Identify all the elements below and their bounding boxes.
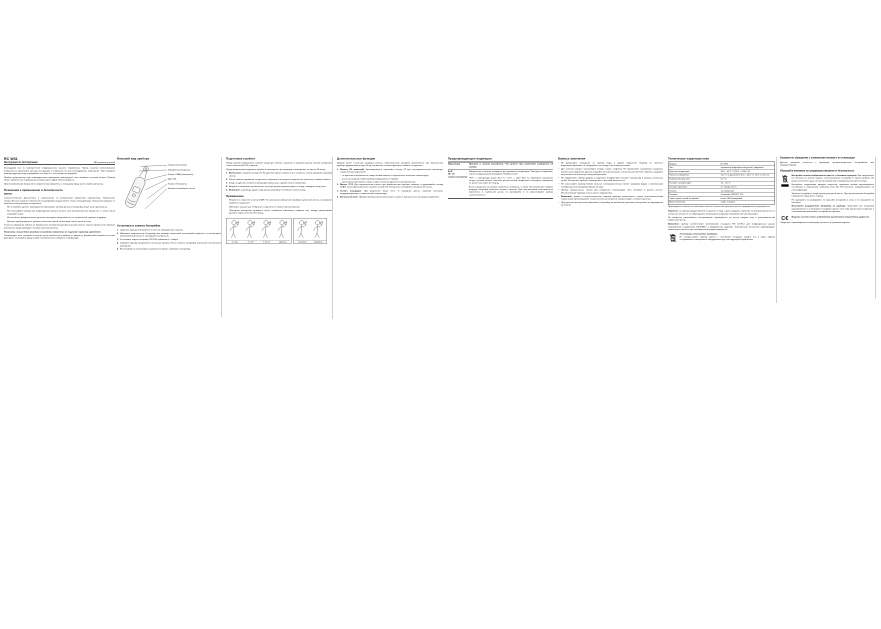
- list-marker: 1.: [336, 168, 339, 171]
- callout-label: Крышка батарейного отсека: [167, 187, 195, 190]
- manual-sheet: [0, 157, 881, 320]
- list-item-text: Прибор предназначен только для измерения температуры тела человека в ушном канале. Использование прибора в иных целях недопустимо.: [560, 188, 663, 194]
- list-item: [558, 183, 663, 188]
- list-item-text: Шкала °C/°F. Для переключения шкалы при выключенном приборе нажмите и удерживайте кнопку СКАН, затем дополнительно нажмите кнопку O/I. На дисплее отобразится выбранная шкала.: [339, 183, 443, 189]
- fold-line: [875, 157, 876, 298]
- callout-label: Защитный колпачок: [167, 163, 188, 167]
- weee-bin-icon: [669, 233, 677, 243]
- warning-indication-cell: [448, 170, 468, 199]
- spec-label: Модель:: [669, 162, 678, 165]
- list-item-text: Когда на дисплее появится мигающий символ уха, прибор готов к измерению.: [228, 181, 307, 184]
- list-item-text: Если прибор не используется длительное время, извлеките батарейку.: [119, 247, 191, 251]
- sub-list-item-text: после последней ячейки прибор возвращается к первой;: [341, 177, 399, 180]
- list-marker: –: [557, 201, 560, 204]
- sub-list-marker: –: [339, 180, 341, 183]
- paragraph: Не оставляйте детей с прибором без присмотра: мелкие детали и батарейка могут быть проглочены.: [6, 205, 108, 209]
- list-item-lead: Сигнал лихорадки.: [339, 189, 364, 192]
- callout-label: Кнопка O/I (память): [167, 182, 187, 185]
- icon-paragraph-lead: Батарейки нельзя выбрасывать вместе с бытовым мусором.: [791, 174, 858, 177]
- spec-label: Разрешение дисплея:: [669, 177, 691, 181]
- list-item-text: Внимание: ремонт и метрологическая поверка прибора выполняются только уполномоченными сервисными организациями. Самостоятельное вскрытие корпуса ведёт к потере гарантии.: [560, 195, 663, 201]
- paragraph: Точность измерения зависит от правильного положения датчика в ушном канале. Серная пробка или неверное положение зонда приводят к заниженным показаниям.: [3, 223, 115, 229]
- icon-text-title: Утилизация электронных приборов.: [679, 232, 718, 236]
- list-item: [558, 162, 663, 167]
- cause-paragraph: «HI» — температура выше 42,2 °C, «LO» — ниже 34,0 °C. Проверьте положение зонда в ушном канале, очистите датчик мягкой салфеткой и повторите измерение не ранее чем через 30 секунд.: [468, 176, 553, 185]
- paragraph: Сведения о производителе и импортёре указаны на упаковке изделия.: [779, 221, 851, 224]
- indication-code: HI / LO: [447, 172, 455, 176]
- section-heading: Технические характеристики: [667, 157, 710, 161]
- paragraph: Данные указания относятся к приборам, укомплектованным батарейками или аккумуляторами.: [779, 161, 874, 167]
- crossed-bin-icon: [781, 174, 788, 183]
- list-item-text: Извлеките разряженную батарейку при помощи небольшой пластиковой отвёртки; не используйте металлический пинцет и соблюдайте полярность.: [119, 232, 221, 238]
- person-measuring-icon: [227, 219, 242, 238]
- icon-text-block: [780, 174, 874, 214]
- usage-figure-strip: [226, 218, 332, 244]
- sub-list-marker: –: [339, 174, 341, 177]
- model-name: RC W31: [3, 157, 18, 161]
- section-heading: Показания к применению и безопасность: [3, 188, 64, 192]
- paragraph: ВАЖНО:: [3, 192, 13, 196]
- sub-list-item-text: на дисплее отображаются номер ячейки памяти и сохранённое значение температуры;: [341, 174, 429, 177]
- list-marker: 2.: [225, 178, 228, 181]
- figure-caption: 0–1 год: [227, 241, 242, 243]
- icon-text-title: Изделие соответствует требованиям применимых европейских директив.: [791, 216, 870, 219]
- weee-bin-icon: [668, 233, 678, 243]
- list-item-lead: Внимание:: [560, 195, 574, 198]
- section-heading: Обращайте внимание на следующие указания по безопасности.: [779, 169, 855, 172]
- list-marker: 3.: [116, 238, 119, 241]
- spec-label: Точность измерения:: [669, 174, 690, 177]
- list-item-text: Для очистки корпуса используйте мягкую сухую салфетку. Не применяйте абразивные средства, бензин и растворители. Датчик очищайте ватной палочкой, слегка смоченной 70% спиртом, и давайте ему полностью высохнуть перед измерением.: [560, 167, 663, 176]
- spec-value: 16 – 35 °C: [720, 181, 731, 185]
- list-marker: 1.: [225, 171, 228, 175]
- list-item-lead: Память (12 значений).: [339, 168, 366, 171]
- list-marker: –: [557, 188, 560, 192]
- spec-label: Автоотключение:: [669, 201, 686, 204]
- icon-text-paragraph: Батарейки нельзя выбрасывать вместе с бытовым мусором. Как потребитель вы обязаны по закону сдавать использованные батарейки в пункты приёма. Их можно бесплатно сдать по месту покупки или в коммунальные пункты сбора.: [791, 174, 874, 183]
- list-item-lead: Внимание:: [228, 188, 241, 191]
- list-item: [558, 195, 663, 200]
- list-item: [117, 229, 221, 232]
- panel-important-notes: [558, 157, 663, 207]
- list-item-text: Не допускайте попадания на прибор воды и других жидкостей. Прибор не является водонепроницаемым: не погружайте его в воду и чистящие растворы.: [560, 161, 663, 167]
- doc-subtitle: ИК-термометр ушной: [93, 161, 115, 164]
- list-item: [558, 177, 663, 182]
- list-item: [117, 248, 221, 251]
- figure-caption: положение: [295, 241, 310, 243]
- list-marker: 3.: [336, 189, 339, 192]
- list-item-text: Включение: нажмите кнопку O/I. На дисплее кратко появятся все сегменты, затем прозвучит короткий сигнал.: [228, 171, 332, 177]
- list-item: [117, 242, 221, 247]
- icon-text-paragraph: Извлекайте разряженные батарейки из прибора. Заменяйте все батарейки одновременно и используйте батарейки одного типа. При длительном перерыве в использовании извлекайте батарейки из прибора.: [791, 205, 874, 213]
- figure-panel: [275, 219, 290, 243]
- cause-paragraph: Если сообщение об ошибке появляется повторно, а также при появлении символа разряда батарейки замените элемент питания. При неустранимой неисправности обратитесь в сервисный центр; не разбирайте и не ремонтируйте прибор самостоятельно.: [468, 185, 553, 196]
- person-measuring-icon: [295, 219, 310, 238]
- spec-table: [668, 162, 775, 205]
- warning-table-row: [448, 170, 553, 199]
- sub-list-item-text: при заполнении памяти самое старое значение удаляется автоматически.: [341, 180, 416, 183]
- indication-code: ErrE: [447, 170, 453, 173]
- icon-text-paragraph: Батарейки, содержащие вредные вещества, помечены знаком перечёркнутого контейнера и химическим символом (Cd, Hg, Pb) металла, определяющего их классификацию.: [791, 183, 874, 192]
- indication-code: символ батарейки: [447, 175, 468, 178]
- paragraph: Внимание: прибор соответствует требованиям стандарта EN 12470-5 для инфракрасных ушных термометров и директивы 93/42/EEC о медицинских изделиях. Клинические испытания подтверждают заявленную точность при соблюдении методики измерения.: [667, 222, 775, 231]
- list-marker: 4.: [225, 185, 228, 188]
- figure-panel: [243, 219, 258, 243]
- figure-caption: измерение: [311, 241, 326, 243]
- list-item: [226, 182, 332, 185]
- paragraph: Самостоятельная диагностика и самолечение по результатам измерений недопустимы. Назначение лекарственных средств и изменение их дозировки осуществляет только лечащий врач. Показания прибора не заменяют консультацию специалиста.: [3, 196, 115, 205]
- list-item: [226, 185, 332, 188]
- list-item: [337, 196, 443, 199]
- figure-group: [294, 218, 327, 244]
- list-item: [117, 232, 221, 237]
- paragraph: Нажмите и отпустите кнопку СКАН. По окончании измерения прозвучит длинный сигнал, и результат появится на дисплее.: [228, 198, 332, 204]
- list-item-text: Память (12 значений). Кратковременно нажимайте кнопку O/I для последовательного просмотра сохранённых результатов.: [339, 168, 443, 174]
- list-item-lead: Включение:: [228, 171, 243, 175]
- spec-value: RC W31: [720, 162, 729, 165]
- paragraph: Не касайтесь измерительного датчика пальцами, оберегайте его от загрязнений, царапин и ударов.: [6, 216, 107, 219]
- list-item-text: Сигнал лихорадки. При результате выше 37,5 °C прозвучат десять коротких сигналов, предупреждающих о повышенной температуре.: [339, 189, 443, 195]
- callout-label: Кнопка СКАН (измерение): [167, 173, 194, 176]
- paragraph: Извлеките зонд из уха. Результат сохраняется в памяти автоматически.: [228, 205, 301, 208]
- doc-subtitle-row: [4, 161, 115, 165]
- list-marker: 4.: [116, 241, 119, 245]
- spec-label: Срок службы новой батарейки:: [669, 197, 700, 200]
- panel-intro-safety: [4, 157, 115, 241]
- list-item: [226, 189, 332, 192]
- spec-label: Условия эксплуатации:: [669, 181, 692, 185]
- panel-warning-indications: [448, 157, 553, 199]
- paragraph: Прибор имеет несколько режимов работы. Переключение режимов выполняется при включённом приборе удержанием кнопки O/I до появления соответствующего символа на дисплее.: [336, 161, 443, 167]
- spec-label: Память:: [669, 189, 678, 192]
- list-item-text: Автоотключение. Прибор автоматически выключается через 1 минуту после последнего действия.: [339, 195, 440, 198]
- paragraph: Перед первым измерением снимите защитную плёнку с дисплея и протрите датчик мягкой салфеткой, слегка смоченной 70% спиртом.: [225, 161, 332, 167]
- fold-line: [332, 157, 333, 319]
- section-heading: Подготовка к работе: [225, 157, 256, 161]
- doc-type-label: Инструкция по эксплуатации: [3, 161, 38, 164]
- figure-caption: 5–10 лет: [259, 241, 274, 243]
- paragraph: Храните прибор вдали от прямых солнечных лучей, источников тепла, влаги и пыли.: [6, 220, 92, 223]
- list-marker: 5.: [225, 188, 228, 191]
- warning-table: [448, 162, 553, 199]
- paragraph: Прибор предназначен для периодического измерения температуры тела человека в ушном канале. Прибор может применяться в домашних условиях для людей любого возраста.: [3, 176, 115, 182]
- callout-label: Дисплей: [167, 177, 177, 181]
- person-measuring-icon: [275, 219, 290, 238]
- paragraph: Гарантия: на прибор предоставляется гарантия 2 года с даты продажи. Гарантия не распространяется на элементы питания и на повреждения, возникшие вследствие неправильной эксплуатации.: [667, 209, 775, 215]
- list-item: [117, 238, 221, 241]
- list-marker: –: [557, 182, 560, 186]
- list-item: [226, 178, 332, 181]
- spec-row: [668, 200, 774, 204]
- paragraph: Благодарим вас за приобретение инфракрасного ушного термометра. Перед началом использования внимательно прочитайте данную инструкцию и сохраните её для последующего обращения. При передаче прибора другому лицу передавайте его вместе с настоящей инструкцией.: [3, 166, 115, 175]
- icon-text: [792, 174, 874, 214]
- figure-panel: [259, 219, 274, 243]
- list: [337, 168, 443, 198]
- cause-paragraph: Измеренное значение находится вне диапазона индикации. Повторите измерение, строго следуя указаниям раздела «Применение».: [468, 170, 553, 176]
- panel-device-overview: [117, 157, 221, 251]
- callout-label: Измерительный датчик: [167, 168, 191, 171]
- list-item-text: Закройте крышку батарейного отсека до щелчка. После замены батарейки выполните контрольное измерение.: [119, 241, 221, 247]
- warning-cause-cell: [468, 170, 553, 199]
- paragraph: Показания, полученные разными способами измерения, не подлежат прямому сравнению.: [3, 230, 102, 233]
- spec-label: Диапазон индикации:: [669, 170, 690, 173]
- paragraph: Перед измерением выдержите прибор в помещении, где проводится измерение, не менее 30 минут.: [225, 168, 326, 171]
- list-item-lead: Автоотключение.: [339, 195, 359, 198]
- list-item-text: После самотестирования на дисплее отобразится последнее сохранённое значение и символ памяти.: [228, 178, 331, 181]
- list: [558, 162, 663, 207]
- list-item-text: Не подвергайте прибор ударам и падениям, воздействию высоких температур и прямых солнечных лучей. Не храните прибор в помещениях с высокой влажностью.: [560, 176, 663, 182]
- spec-footnote: Производитель оставляет за собой право изменять технические характеристики без предварительного уведомления.: [667, 205, 771, 208]
- list-item-text: Не используйте прибор вблизи сильных электромагнитных полей, например рядом с мобильными телефонами или микроволновыми печами.: [560, 182, 663, 188]
- list-item: [558, 201, 663, 206]
- paragraph: По вопросам гарантийного обслуживания обращайтесь по месту покупки или в уполномоченный сервисный центр.: [667, 216, 775, 222]
- spec-value: термометр инфракрасный ушной, цифровой: [720, 166, 764, 169]
- section-heading: Применение: [225, 194, 244, 198]
- spec-label: Условия хранения:: [669, 185, 688, 189]
- list-item: [337, 189, 443, 194]
- warning-table-header: [448, 162, 553, 169]
- list-item-text: Внимание: у детей до одного года ушную раковину оттягивают строго назад.: [228, 188, 306, 191]
- figure-caption: 1–5 лет: [243, 241, 258, 243]
- list-item-lead: Шкала °C/°F.: [339, 183, 355, 186]
- spec-value: ±0,2 °C в диапазоне 35,5 – 42,0 °C; ±0,3 °C вне его: [720, 174, 770, 177]
- spec-value: батарейка CR2032, 3 В: [720, 193, 743, 196]
- spec-label: Питание:: [669, 193, 679, 196]
- list: [117, 229, 221, 251]
- list-item: [558, 189, 663, 194]
- figure-panel: [311, 219, 326, 243]
- figure-panel: [227, 219, 242, 243]
- panel-preparation-use: [226, 157, 332, 244]
- spec-value: 34,0 – 42,2 °C (93,2 – 108,0 °F): [720, 170, 750, 173]
- sub-list-marker: –: [339, 177, 341, 180]
- list-item: [226, 172, 332, 177]
- spec-value: 0,1 °C: [720, 177, 727, 181]
- icon-paragraph-lead: Извлекайте разряженные батарейки из прибора.: [791, 205, 848, 208]
- icon-text-paragraph: Не заряжайте, не разбирайте, не бросайте батарейки в огонь и не замыкайте их контакты.: [791, 198, 874, 204]
- section-heading: Предупреждающие индикации: [447, 157, 492, 161]
- ce-mark: C€: [781, 215, 789, 222]
- spec-value: 12 измерений: [720, 189, 734, 192]
- section-heading: Установка и замена батарейки: [116, 223, 161, 228]
- list-marker: 3.: [225, 181, 228, 184]
- section-heading: Указания по обращению с элементами питания и по утилизации: [779, 157, 855, 160]
- panel-battery-disposal: [780, 157, 874, 225]
- icon-text-paragraph: Храните батарейки в недоступном для детей месте. При проглатывании батарейки немедленно обратитесь к врачу.: [791, 192, 874, 198]
- list-item-text: Установите новую батарейку CR2032 символом «+» вверх.: [119, 238, 179, 241]
- spec-value: через 1 минуту: [720, 201, 736, 204]
- warning-col-cause: Причина и способ устранения. Что делать при появлении сообщения об ошибке: [468, 162, 553, 168]
- figure-caption: взрослые: [275, 241, 290, 243]
- list-marker: –: [557, 167, 560, 171]
- list: [226, 172, 332, 191]
- list-marker: 2.: [116, 232, 119, 235]
- paragraph: Температура тела человека в течение суток колеблется и зависит от возраста, физической активности и иных факторов. Сообщайте врачу, каким способом была измерена температура.: [3, 234, 115, 240]
- list-item: [558, 168, 663, 176]
- figure-panel: [295, 219, 310, 243]
- icon-text: [680, 233, 775, 243]
- paragraph: Повторное измерение возможно после появления мигающего символа уха; между измерениями делайте паузу не менее 30 секунд.: [228, 209, 332, 215]
- doc-title-block: [4, 157, 115, 165]
- fold-line: [221, 157, 222, 317]
- spec-label: Тип:: [669, 166, 674, 169]
- device-diagram: [117, 162, 221, 221]
- person-measuring-icon: [311, 219, 326, 238]
- person-measuring-icon: [259, 219, 274, 238]
- paragraph-lead: Внимание:: [667, 222, 682, 226]
- spec-value: около 1000 измерений: [720, 197, 743, 200]
- list-marker: 1.: [116, 228, 119, 231]
- section-heading: Дополнительные функции: [336, 157, 376, 161]
- fold-line: [776, 157, 777, 303]
- warning-col-indication: Инди-кация: [447, 162, 461, 166]
- list-marker: 2.: [336, 183, 339, 186]
- list-marker: 5.: [116, 247, 119, 251]
- list-item-text: При длительном хранении извлекайте батарейку во избежание протечки электролита и повреждения контактов.: [560, 201, 663, 207]
- icon-text-block: [668, 233, 775, 243]
- icon-text-paragraph: Не выбрасывайте прибор вместе с бытовыми отходами. Сдайте его в пункт приёма отслужившего электронного оборудования для последующей переработки.: [679, 235, 775, 241]
- battery-bar-icon: [781, 184, 788, 186]
- battery-disposal-icon: [780, 174, 790, 214]
- paragraph: Не используйте прибор при повреждениях ушного канала, при воспалительных процессах, а также после операций на ухе.: [6, 209, 115, 215]
- figure-group: [226, 218, 291, 244]
- section-heading: Внешний вид прибора: [116, 157, 150, 161]
- list-marker: –: [557, 176, 560, 179]
- list-item: [337, 168, 443, 173]
- list-item-text: Сдвиньте крышку батарейного отсека по направлению стрелки.: [119, 228, 184, 231]
- list-marker: 4.: [336, 195, 339, 198]
- list-marker: –: [557, 195, 560, 198]
- list-marker: –: [557, 161, 560, 164]
- section-heading: Важные замечания: [557, 157, 586, 161]
- person-measuring-icon: [243, 219, 258, 238]
- list-item-text: Аккуратно выпрямите ушной канал, потянув ушную раковину вверх и назад, и введите зонд в ухо.: [228, 185, 327, 188]
- paragraph-lead: Гарантия:: [667, 209, 680, 213]
- panel-specifications: [668, 157, 775, 243]
- spec-value: от −25 до +55 °C: [720, 185, 737, 189]
- panel-options: [337, 157, 443, 199]
- paragraph: При возникновении вопросов по применению обратитесь к лечащему врачу или в сервисный центр.: [3, 182, 104, 185]
